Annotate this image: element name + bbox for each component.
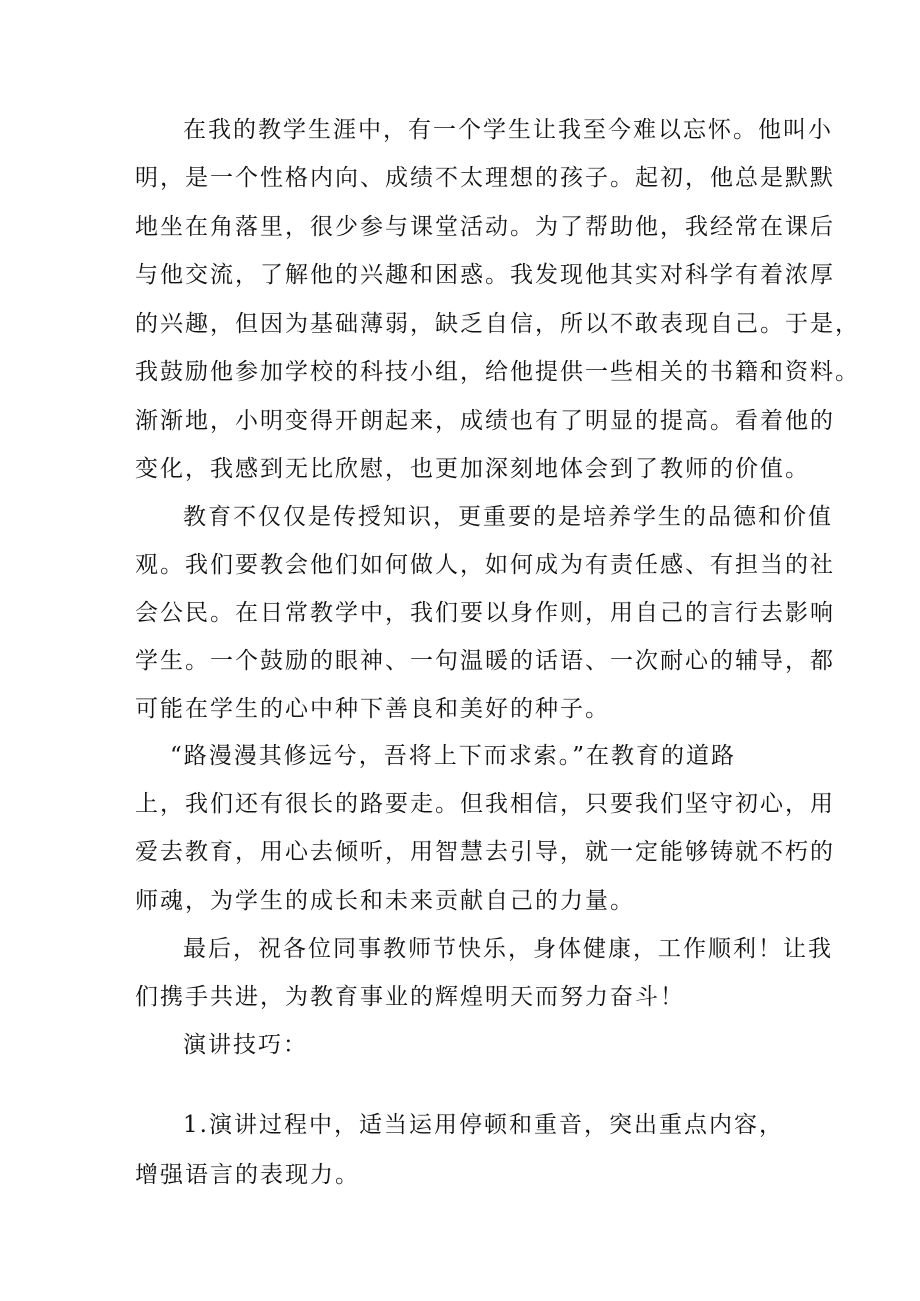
list-item: 1.演讲过程中，适当运用停顿和重音，突出重点内容， (183, 1112, 784, 1138)
text-line: “路漫漫其修远兮，吾将上下而求索。”在教育的道路 (170, 743, 737, 769)
text-line: 学生。一个鼓励的眼神、一句温暖的话语、一次耐心的辅导，都 (135, 648, 835, 674)
text-line: 的兴趣，但因为基础薄弱，缺乏自信，所以不敢表现自己。于是， (135, 311, 860, 337)
text-line: 爱去教育，用心去倾听，用智慧去引导，就一定能够铸就不朽的 (135, 839, 835, 865)
text-line: 明，是一个性格内向、成绩不太理想的孩子。起初，他总是默默 (135, 165, 835, 191)
text-line: 与他交流，了解他的兴趣和困惑。我发现他其实对科学有着浓厚 (135, 262, 835, 288)
text-line: 增强语言的表现力。 (135, 1162, 360, 1188)
text-line: 们携手共进，为教育事业的辉煌明天而努力奋斗！ (135, 984, 685, 1010)
text-line: 观。我们要教会他们如何做人，如何成为有责任感、有担当的社 (135, 552, 835, 578)
text-line: 变化，我感到无比欣慰，也更加深刻地体会到了教师的价值。 (135, 456, 810, 482)
text-line: 师魂，为学生的成长和未来贡献自己的力量。 (135, 888, 635, 914)
text-line: 可能在学生的心中种下善良和美好的种子。 (135, 696, 610, 722)
text-line: 渐渐地，小明变得开朗起来，成绩也有了明显的提高。看着他的 (135, 408, 835, 434)
section-heading: 演讲技巧： (183, 1032, 308, 1058)
text-line: 教育不仅仅是传授知识，更重要的是培养学生的品德和价值 (183, 504, 833, 530)
text-line: 我鼓励他参加学校的科技小组，给他提供一些相关的书籍和资料。 (135, 359, 860, 385)
text-line: 地坐在角落里，很少参与课堂活动。为了帮助他，我经常在课后 (135, 214, 835, 240)
text-line: 上，我们还有很长的路要走。但我相信，只要我们坚守初心，用 (135, 791, 835, 817)
text-line: 最后，祝各位同事教师节快乐，身体健康，工作顺利！让我 (183, 936, 833, 962)
text-line: 会公民。在日常教学中，我们要以身作则，用自己的言行去影响 (135, 600, 835, 626)
text-line: 在我的教学生涯中，有一个学生让我至今难以忘怀。他叫小 (183, 117, 833, 143)
